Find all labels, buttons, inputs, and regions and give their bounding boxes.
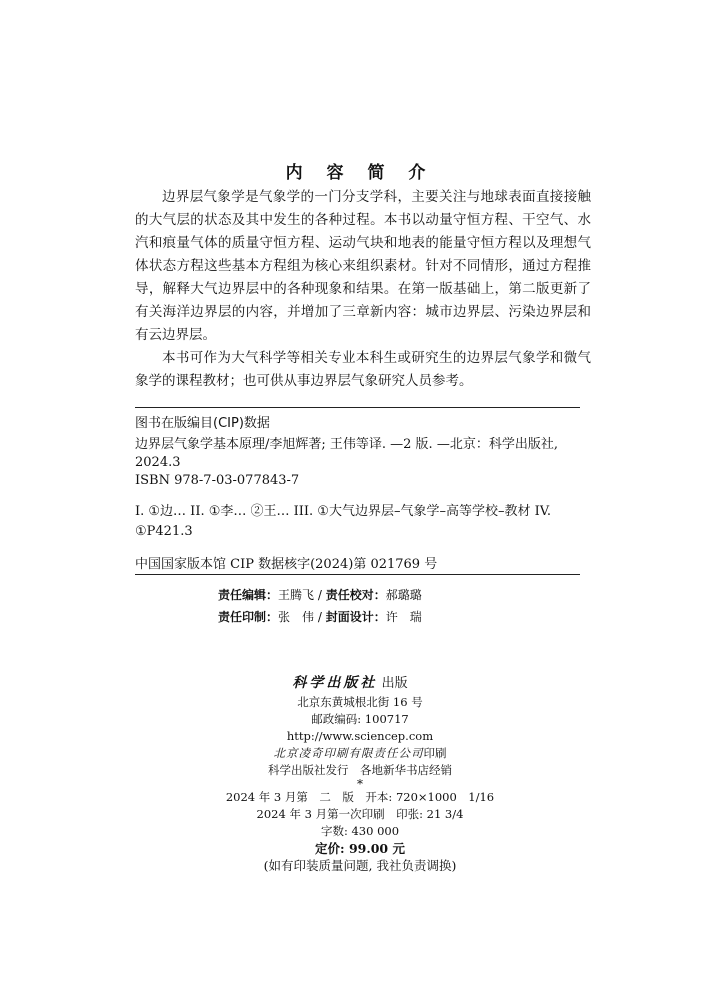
publisher-suffix: 出版: [381, 676, 408, 691]
proofreader-name: 郝璐璐: [385, 588, 422, 602]
cover-designer-name: 许 瑞: [385, 610, 422, 624]
print-manager-role: 责任印制：: [218, 610, 279, 624]
imprint-block: [170, 694, 550, 874]
cip-top-divider: [135, 407, 580, 408]
publisher-logo: 科学出版社: [292, 675, 378, 691]
editor-role: 责任编辑：: [218, 588, 279, 602]
print-manager-name: 张 伟: [278, 610, 315, 624]
publisher-address: 北京东黄城根北街 16 号: [297, 695, 423, 709]
abstract-paragraph-1: 边界层气象学是气象学的一门分支学科，主要关注与地球表面直接接触的大气层的状态及其中发生的各种过程。本书以动量守恒方程、干空气、水汽和痕量气体的质量守恒方程、运动气块和地表的能量守恒方程以及理想气体状态方程这些基本方程组为核心来组织素材。针对不同情形，通过方程推导，解释大气边界层中的各种现象和结果。在第一版基础上，第二版更新了有关海洋边界层的内容，并增加了三章新内容：城市边界层、污染边界层和有云边界层。: [135, 189, 591, 343]
printer-name: 北京凌奇印刷有限责任公司: [273, 746, 424, 760]
separator: /: [314, 588, 326, 602]
cip-number: 中国国家版本馆 CIP 数据核字(2024)第 021769 号: [135, 557, 438, 572]
cover-designer-role: 封面设计：: [325, 610, 386, 624]
abstract-paragraph-2: 本书可作为大气科学等相关专业本科生或研究生的边界层气象学和微气象学的课程教材；也可供从事边界层气象研究人员参考。: [135, 350, 591, 389]
separator: /: [314, 610, 326, 624]
postcode: 邮政编码: 100717: [311, 712, 409, 726]
printing-info: 2024 年 3 月第一次印刷 印张: 21 3/4: [256, 807, 464, 821]
cip-isbn: ISBN 978-7-03-077843-7: [135, 473, 300, 488]
publisher-line: [250, 672, 450, 692]
star-divider: *: [357, 777, 363, 791]
proofreader-role: 责任校对：: [325, 588, 386, 602]
cip-record: [135, 436, 591, 490]
quality-note: (如有印装质量问题, 我社负责调换): [263, 858, 457, 873]
publisher-url: http://www.sciencep.com: [286, 729, 434, 743]
cip-classification: I. ①边… II. ①李… ②王… III. ①大气边界层–气象学–高等学校–教材 IV. ①P421.3: [135, 504, 551, 539]
editor-name: 王腾飞: [278, 588, 315, 602]
cip-heading: 图书在版编目(CIP)数据: [135, 416, 270, 431]
page-title: 内 容 简 介: [285, 163, 435, 183]
printer-suffix: 印刷: [423, 746, 447, 760]
editors-line-2: [218, 606, 422, 628]
word-count: 字数: 430 000: [320, 824, 400, 838]
cip-citation-line-2: 2024.3: [135, 455, 181, 470]
cip-citation-line-1: 边界层气象学基本原理/李旭辉著; 王伟等译. —2 版. —北京：科学出版社,: [135, 437, 558, 452]
abstract-section: [135, 186, 591, 393]
editors-line-1: [218, 584, 422, 606]
cip-bottom-divider: [135, 574, 580, 575]
printer-line: [170, 745, 550, 762]
price: 定价: 99.00 元: [315, 841, 405, 856]
distribution: 科学出版社发行 各地新华书店经销: [268, 763, 452, 777]
editors-credits: [218, 584, 422, 628]
edition-info: 2024 年 3 月第 二 版 开本: 720×1000 1/16: [225, 790, 495, 804]
